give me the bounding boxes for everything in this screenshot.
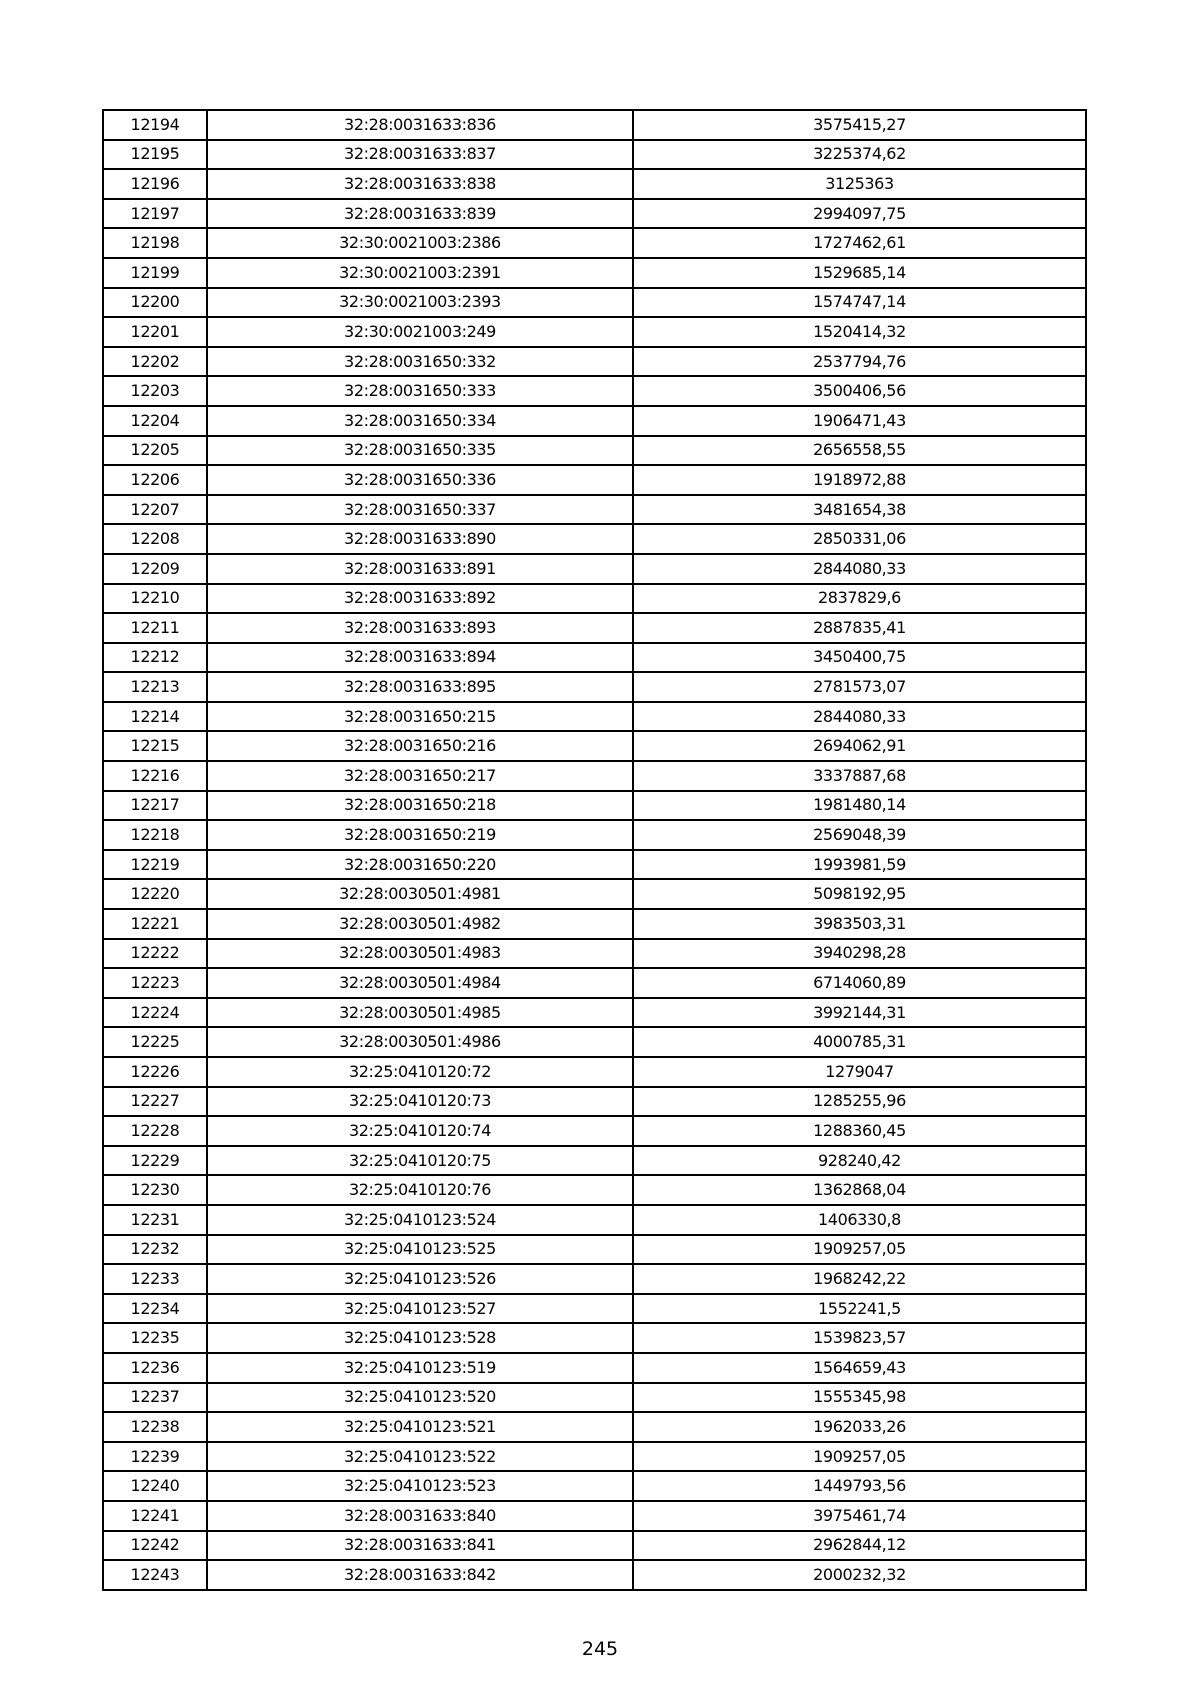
table-row [103, 939, 1086, 969]
table-row [103, 1116, 1086, 1146]
cadastral-value-cell: 1520414,32 [633, 317, 1086, 347]
cadastral-value-cell: 3125363 [633, 169, 1086, 199]
cadastral-number-cell: 32:28:0031650:337 [207, 495, 633, 525]
cadastral-value-cell: 2850331,06 [633, 524, 1086, 554]
cadastral-value-cell: 3940298,28 [633, 939, 1086, 969]
row-number-cell: 12217 [103, 791, 207, 821]
cadastral-number-cell: 32:28:0030501:4982 [207, 909, 633, 939]
table-row [103, 140, 1086, 170]
table-row [103, 1175, 1086, 1205]
table-row [103, 1323, 1086, 1353]
table-row [103, 1146, 1086, 1176]
table-row [103, 879, 1086, 909]
cadastral-value-cell: 1552241,5 [633, 1294, 1086, 1324]
table-row [103, 820, 1086, 850]
cadastral-number-cell: 32:28:0031650:335 [207, 436, 633, 466]
row-number-cell: 12233 [103, 1264, 207, 1294]
cadastral-value-cell: 2994097,75 [633, 199, 1086, 229]
cadastral-value-cell: 5098192,95 [633, 879, 1086, 909]
cadastral-value-cell: 928240,42 [633, 1146, 1086, 1176]
cadastral-value-cell: 2000232,32 [633, 1560, 1086, 1590]
row-number-cell: 12209 [103, 554, 207, 584]
table-row [103, 1353, 1086, 1383]
row-number-cell: 12226 [103, 1057, 207, 1087]
row-number-cell: 12208 [103, 524, 207, 554]
row-number-cell: 12218 [103, 820, 207, 850]
table-row [103, 613, 1086, 643]
cadastral-number-cell: 32:28:0031633:840 [207, 1501, 633, 1531]
cadastral-value-cell: 3450400,75 [633, 643, 1086, 673]
row-number-cell: 12197 [103, 199, 207, 229]
cadastral-value-cell: 1279047 [633, 1057, 1086, 1087]
table-row [103, 1027, 1086, 1057]
cadastral-number-cell: 32:28:0031633:837 [207, 140, 633, 170]
cadastral-number-cell: 32:28:0031650:220 [207, 850, 633, 880]
cadastral-value-cell: 2887835,41 [633, 613, 1086, 643]
table-row [103, 731, 1086, 761]
cadastral-number-cell: 32:28:0031633:842 [207, 1560, 633, 1590]
table-row [103, 1560, 1086, 1590]
row-number-cell: 12223 [103, 968, 207, 998]
cadastral-value-cell: 1288360,45 [633, 1116, 1086, 1146]
table-row [103, 643, 1086, 673]
cadastral-value-cell: 1993981,59 [633, 850, 1086, 880]
cadastral-number-cell: 32:28:0031633:836 [207, 110, 633, 140]
row-number-cell: 12220 [103, 879, 207, 909]
cadastral-value-cell: 1981480,14 [633, 791, 1086, 821]
page-number: 245 [581, 1638, 619, 1660]
table-row [103, 1471, 1086, 1501]
row-number-cell: 12199 [103, 258, 207, 288]
row-number-cell: 12200 [103, 288, 207, 318]
row-number-cell: 12207 [103, 495, 207, 525]
table-row [103, 169, 1086, 199]
table-row [103, 1057, 1086, 1087]
cadastral-number-cell: 32:28:0031650:217 [207, 761, 633, 791]
cadastral-value-cell: 2694062,91 [633, 731, 1086, 761]
table-row [103, 376, 1086, 406]
cadastral-value-cell: 4000785,31 [633, 1027, 1086, 1057]
row-number-cell: 12211 [103, 613, 207, 643]
table-row [103, 317, 1086, 347]
table-row [103, 1442, 1086, 1472]
cadastral-value-cell: 1406330,8 [633, 1205, 1086, 1235]
row-number-cell: 12196 [103, 169, 207, 199]
table-row [103, 1531, 1086, 1561]
row-number-cell: 12243 [103, 1560, 207, 1590]
cadastral-value-cell: 1909257,05 [633, 1235, 1086, 1265]
cadastral-number-cell: 32:28:0031650:334 [207, 406, 633, 436]
cadastral-number-cell: 32:28:0030501:4984 [207, 968, 633, 998]
table-row [103, 761, 1086, 791]
table-row [103, 406, 1086, 436]
cadastral-value-cell: 3500406,56 [633, 376, 1086, 406]
cadastral-value-cell: 3975461,74 [633, 1501, 1086, 1531]
table-row [103, 436, 1086, 466]
cadastral-value-cell: 1918972,88 [633, 465, 1086, 495]
table-row [103, 524, 1086, 554]
table-row [103, 465, 1086, 495]
row-number-cell: 12238 [103, 1412, 207, 1442]
table-row [103, 850, 1086, 880]
row-number-cell: 12201 [103, 317, 207, 347]
row-number-cell: 12242 [103, 1531, 207, 1561]
cadastral-number-cell: 32:25:0410123:522 [207, 1442, 633, 1472]
row-number-cell: 12229 [103, 1146, 207, 1176]
cadastral-number-cell: 32:28:0031633:890 [207, 524, 633, 554]
row-number-cell: 12212 [103, 643, 207, 673]
table-row [103, 1294, 1086, 1324]
table-row [103, 1205, 1086, 1235]
table-body [103, 110, 1086, 1590]
cadastral-value-cell: 3337887,68 [633, 761, 1086, 791]
table-row [103, 554, 1086, 584]
cadastral-number-cell: 32:28:0031633:894 [207, 643, 633, 673]
row-number-cell: 12221 [103, 909, 207, 939]
cadastral-number-cell: 32:30:0021003:2391 [207, 258, 633, 288]
cadastral-value-cell: 3481654,38 [633, 495, 1086, 525]
row-number-cell: 12232 [103, 1235, 207, 1265]
row-number-cell: 12206 [103, 465, 207, 495]
cadastral-value-cell: 3983503,31 [633, 909, 1086, 939]
cadastral-number-cell: 32:25:0410123:520 [207, 1383, 633, 1413]
table-row [103, 1383, 1086, 1413]
row-number-cell: 12202 [103, 347, 207, 377]
cadastral-value-cell: 2844080,33 [633, 554, 1086, 584]
row-number-cell: 12203 [103, 376, 207, 406]
row-number-cell: 12241 [103, 1501, 207, 1531]
row-number-cell: 12230 [103, 1175, 207, 1205]
cadastral-value-cell: 1362868,04 [633, 1175, 1086, 1205]
cadastral-number-cell: 32:25:0410123:526 [207, 1264, 633, 1294]
cadastral-number-cell: 32:30:0021003:2393 [207, 288, 633, 318]
cadastral-value-cell: 1555345,98 [633, 1383, 1086, 1413]
cadastral-number-cell: 32:25:0410123:524 [207, 1205, 633, 1235]
cadastral-number-cell: 32:28:0031650:219 [207, 820, 633, 850]
cadastral-value-cell: 2962844,12 [633, 1531, 1086, 1561]
row-number-cell: 12239 [103, 1442, 207, 1472]
cadastral-number-cell: 32:28:0031633:839 [207, 199, 633, 229]
cadastral-value-cell: 1906471,43 [633, 406, 1086, 436]
cadastral-value-cell: 1962033,26 [633, 1412, 1086, 1442]
row-number-cell: 12224 [103, 998, 207, 1028]
cadastral-number-cell: 32:28:0031633:895 [207, 672, 633, 702]
row-number-cell: 12235 [103, 1323, 207, 1353]
row-number-cell: 12231 [103, 1205, 207, 1235]
cadastral-value-cell: 3992144,31 [633, 998, 1086, 1028]
table-row [103, 791, 1086, 821]
cadastral-value-cell: 3575415,27 [633, 110, 1086, 140]
row-number-cell: 12216 [103, 761, 207, 791]
cadastral-value-cell: 1564659,43 [633, 1353, 1086, 1383]
row-number-cell: 12234 [103, 1294, 207, 1324]
cadastral-value-cell: 2656558,55 [633, 436, 1086, 466]
cadastral-number-cell: 32:25:0410123:519 [207, 1353, 633, 1383]
cadastral-value-cell: 2844080,33 [633, 702, 1086, 732]
cadastral-number-cell: 32:25:0410123:528 [207, 1323, 633, 1353]
row-number-cell: 12210 [103, 584, 207, 614]
cadastral-number-cell: 32:28:0031633:838 [207, 169, 633, 199]
row-number-cell: 12236 [103, 1353, 207, 1383]
row-number-cell: 12240 [103, 1471, 207, 1501]
cadastral-number-cell: 32:30:0021003:249 [207, 317, 633, 347]
table-row [103, 1235, 1086, 1265]
cadastral-value-cell: 2781573,07 [633, 672, 1086, 702]
cadastral-value-cell: 3225374,62 [633, 140, 1086, 170]
row-number-cell: 12213 [103, 672, 207, 702]
cadastral-value-cell: 1574747,14 [633, 288, 1086, 318]
cadastral-number-cell: 32:28:0031650:333 [207, 376, 633, 406]
cadastral-value-cell: 2569048,39 [633, 820, 1086, 850]
cadastral-number-cell: 32:28:0030501:4985 [207, 998, 633, 1028]
cadastral-number-cell: 32:25:0410123:523 [207, 1471, 633, 1501]
row-number-cell: 12205 [103, 436, 207, 466]
cadastral-number-cell: 32:28:0031633:893 [207, 613, 633, 643]
table-row [103, 228, 1086, 258]
table-row [103, 110, 1086, 140]
row-number-cell: 12198 [103, 228, 207, 258]
table-row [103, 258, 1086, 288]
cadastral-number-cell: 32:25:0410123:527 [207, 1294, 633, 1324]
cadastral-number-cell: 32:25:0410120:73 [207, 1087, 633, 1117]
row-number-cell: 12237 [103, 1383, 207, 1413]
cadastral-value-cell: 1968242,22 [633, 1264, 1086, 1294]
cadastral-value-cell: 1529685,14 [633, 258, 1086, 288]
row-number-cell: 12215 [103, 731, 207, 761]
table-row [103, 968, 1086, 998]
table-row [103, 584, 1086, 614]
cadastral-value-cell: 2837829,6 [633, 584, 1086, 614]
row-number-cell: 12214 [103, 702, 207, 732]
table-row [103, 199, 1086, 229]
table-row [103, 1087, 1086, 1117]
cadastral-number-cell: 32:25:0410120:72 [207, 1057, 633, 1087]
cadastral-number-cell: 32:28:0031650:215 [207, 702, 633, 732]
cadastral-value-cell: 1539823,57 [633, 1323, 1086, 1353]
cadastral-number-cell: 32:28:0031650:218 [207, 791, 633, 821]
row-number-cell: 12225 [103, 1027, 207, 1057]
table-row [103, 909, 1086, 939]
table-row [103, 702, 1086, 732]
cadastral-number-cell: 32:28:0031633:841 [207, 1531, 633, 1561]
cadastral-number-cell: 32:28:0031650:332 [207, 347, 633, 377]
table-row [103, 288, 1086, 318]
table-row [103, 495, 1086, 525]
row-number-cell: 12204 [103, 406, 207, 436]
cadastral-number-cell: 32:28:0030501:4981 [207, 879, 633, 909]
row-number-cell: 12228 [103, 1116, 207, 1146]
cadastral-value-cell: 1285255,96 [633, 1087, 1086, 1117]
cadastral-number-cell: 32:28:0031633:892 [207, 584, 633, 614]
cadastral-number-cell: 32:28:0031650:336 [207, 465, 633, 495]
cadastral-value-table [102, 109, 1087, 1591]
row-number-cell: 12194 [103, 110, 207, 140]
cadastral-number-cell: 32:28:0030501:4986 [207, 1027, 633, 1057]
cadastral-number-cell: 32:28:0030501:4983 [207, 939, 633, 969]
cadastral-number-cell: 32:25:0410123:525 [207, 1235, 633, 1265]
table-row [103, 1412, 1086, 1442]
cadastral-number-cell: 32:25:0410120:76 [207, 1175, 633, 1205]
cadastral-value-cell: 1727462,61 [633, 228, 1086, 258]
cadastral-value-cell: 6714060,89 [633, 968, 1086, 998]
cadastral-number-cell: 32:28:0031633:891 [207, 554, 633, 584]
table-row [103, 1264, 1086, 1294]
row-number-cell: 12222 [103, 939, 207, 969]
cadastral-number-cell: 32:25:0410120:75 [207, 1146, 633, 1176]
table-row [103, 347, 1086, 377]
row-number-cell: 12219 [103, 850, 207, 880]
cadastral-value-cell: 1449793,56 [633, 1471, 1086, 1501]
cadastral-value-cell: 2537794,76 [633, 347, 1086, 377]
cadastral-number-cell: 32:28:0031650:216 [207, 731, 633, 761]
table-row [103, 998, 1086, 1028]
cadastral-value-cell: 1909257,05 [633, 1442, 1086, 1472]
table-row [103, 1501, 1086, 1531]
cadastral-number-cell: 32:25:0410123:521 [207, 1412, 633, 1442]
cadastral-number-cell: 32:30:0021003:2386 [207, 228, 633, 258]
row-number-cell: 12195 [103, 140, 207, 170]
row-number-cell: 12227 [103, 1087, 207, 1117]
cadastral-number-cell: 32:25:0410120:74 [207, 1116, 633, 1146]
table-row [103, 672, 1086, 702]
